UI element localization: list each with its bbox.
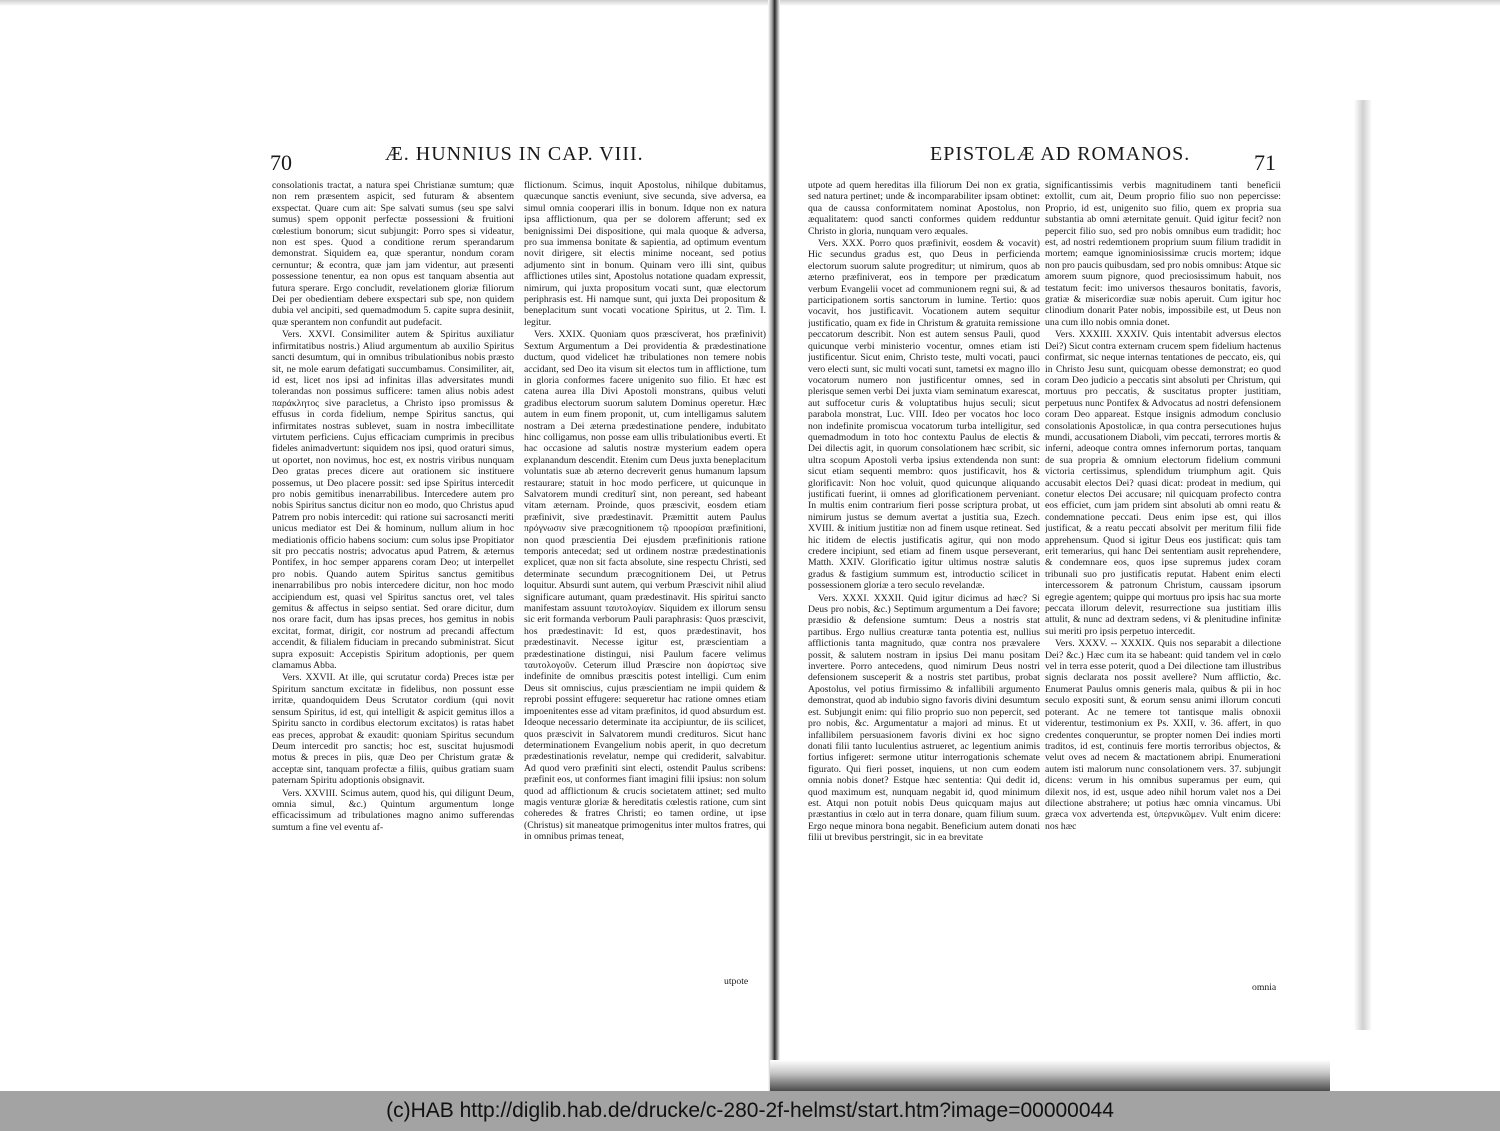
catchword-left: utpote [724,976,749,987]
paragraph: significantissimis verbis magnitudinem tanti beneficii extollit, cum ait, Deum proprio filio suo non pepercisse: Proprio, id est, unigenito suo filio, quem ex propria sua substantia ab omni æternitate genuit. Quid igitur fecit? non pepercit filio suo, sed pro nobis omnibus eum tradidit; hoc est, ad nostri redemtionem proprium suum filium tradidit in mortem; eamque ignominiosissimæ crucis mortem; idque non pro paucis quibusdam, sed pro nobis omnibus: Atque sic amorem suum pignore, quod preciosissimum habuit, nos testatum fecit: imo universos thesauros bonitatis, favoris, gratiæ & misericordiæ suæ nobis aperuit. Cum igitur hoc clinodium donarit Pater nobis, impossibile est, ut Deus non una cum illo nobis omnia donet. [1045,180,1281,328]
paragraph: Vers. XXXIII. XXXIV. Quis intentabit adversus electos Dei?) Sicut contra externam crucem spem fidelium hactenus confirmat, sic neque internas tentationes de peccato, eis, qui in Christo Jesu sunt, quicquam obesse demonstrat; eo quod coram Deo judicio a peccatis sint absoluti per Christum, qui mortuus pro peccatis, & suscitatus propter justitiam, perpetuus nunc Pontifex & Advocatus ad nostri defensionem coram Deo appareat. Estque insignis admodum conclusio consolationis Apostolicæ, in qua contra persecutiones hujus mundi, accusationem Diaboli, vim peccati, terrores mortis & inferni, adeoque contra omnes infernorum portas, tanquam de sua propria & omnium electorum fidelium communi victoria certissimus, splendidum triumphum agit. Quis accusabit electos Dei? quasi dicat: prodeat in medium, qui conetur electos Dei accusare; nil quicquam profecto contra eos efficiet, cum jam pridem sint absoluti ab omni reatu & condemnatione peccati. Deus enim ipse est, qui illos justificat, & a reatu peccati absolvit per meritum filii fide apprehensum. Quod si igitur Deus eos justificat: quis tam erit temerarius, qui hanc Dei sententiam ausit reprehendere, & condemnare eos, quos ipse supremus judex coram tribunali suo pro justificatis reputat. Habent enim electi intercessorem & patronum Christum, caussam ipsorum egregie agentem; quippe qui mortuus pro ipsis hac sua morte peccata illorum delevit, resurrectione sua justitiam illis attulit, & nunc ad dextram sedens, vi & plenitudine infinitæ sui meriti pro ipsis perpetuo intercedit. [1045,329,1281,637]
page-number-left: 70 [270,150,292,175]
paragraph: Vers. XXX. Porro quos præfinivit, eosdem & vocavit) Hic secundus gradus est, quo Deus in perficienda electorum suorum salute progreditur; ut nimirum, quos ab æterno præfiniverat, eos in tempore per prædicatum verbum Evangelii vocet ad communionem regni sui, & ad participationem sortis sanctorum in lumine. Tertio: quos vocavit, hos justificavit. Vocationem autem sequitur justificatio, quam ex fide in Christum & gratuita remissione peccatorum describit. Non est autem sensus Pauli, quod quicunque verbi ministerio vocentur, omnes etiam isti justificentur. Sicut enim, Christo teste, multi vocati, pauci vero electi sunt, sic multi vocati sunt, tametsi ex magno illo vocatorum numero non justificentur omnes, sed in plerisque semen verbi Dei juxta viam seminatum exarescat, aut suffocetur curis & voluptatibus hujus seculi; sicut parabola monstrat, Luc. VIII. Ideo per vocatos hoc loco non indefinite promiscua vocatorum turba intelligitur, sed quemadmodum in toto hoc contextu Paulus de electis & Dei dilectis agit, in quorum consolationem hæc scribit, sic ultra scopum Apostoli verba ipsius extendenda non sunt: sicut etiam sequenti membro: quos justificavit, hos & glorificavit: Non hoc voluit, quod quicunque aliquando justificati fuerint, ii omnes ad glorificationem perveniant. In multis enim contrarium fieri posse scriptura probat, ut nimirum justus se demum avertat a justitia sua, Ezech. XVIII. & initium justitiæ non ad finem usque retineat. Sed hic itidem de electis justificatis agitur, qui non modo credere incipiunt, sed etiam ad finem usque perseverant, Matth. XXIV. Glorificatio igitur ultimus nostræ salutis gradus & fastigium summum est, introductio scilicet in possessionem gloriæ a tero seculo revelandæ. [808,238,1040,592]
credit-bar [0,1091,1500,1131]
paragraph: Vers. XXXI. XXXII. Quid igitur dicimus ad hæc? Si Deus pro nobis, &c.) Septimum argumentum a Dei favore; præsidio & defensione sumtum: Deus a nostris stat partibus. Ergo nullius creaturæ tanta potentia est, nullius afflictionis tanta magnitudo, quæ contra nos prævalere possit, & salutem nostram in ipsius Dei manu positam invertere. Porro antecedens, quod nimirum Deus nostri defensionem susceperit & a nostris stet partibus, probat Apostolus, vel potius firmissimo & infallibili argumento demonstrat, quod ab indubio signo favoris divini desumtum est. Subjungit enim: qui filio proprio suo non pepercit, sed pro nobis, &c. Argumentatur a majori ad minus. Et ut infallibilem persuasionem favoris divini ex hoc signo donati filii tanto luculentius astrueret, ac legentium animis fortius infigeret: sermone utitur interrogationis schemate figurato. Qui fieri posset, inquiens, ut non cum eodem omnia nobis donet? Estque hæc sententia: Qui dedit id, quod maximum est, nunquam negabit id, quod minimum est. Atqui non potuit nobis Deus quicquam majus aut præstantius in cœlo aut in terra donare, quam filium suum. Ergo neque minora bona negabit. Beneficium autem donati filii ut brevibus perstringit, sic in ea brevitate [808,592,1040,844]
paragraph: consolationis tractat, a natura spei Christianæ sumtum; quæ non rem præsentem aspicit, sed futuram & absentem exspectat. Quare cum ait: Spe salvati sumus (seu spe salvi sumus) spem opponit perfectæ possessioni & fruitioni cœlestium bonorum; sicut subjungit: Porro spes si videatur, non est spes. Quod a conditione rerum sperandarum demonstrat. Siquidem ea, quæ sperantur, nondum coram cernuntur; & econtra, quæ jam jam videntur, aut præsenti possessione tenentur, ea non opus est tanquam absentia aut futura sperare. Ergo concludit, revelationem gloriæ filiorum Dei per obedientiam debere exspectari sub spe, non quidem dubia vel ancipiti, sed quemadmodum 5. capite supra desiniit, quæ sperantem non confundit aut pudefacit. [272,180,514,328]
paragraph: Vers. XXXV. -- XXXIX. Quis nos separabit a dilectione Dei? &c.) Hæc cum ita se habeant: quid tandem vel in cœlo vel in terra esse poterit, quod a Dei dilectione tam illustribus signis declarata nos possit avellere? Num afflictio, &c. Enumerat Paulus omnis generis mala, quibus & pii in hoc seculo expositi sunt, & eorum sensu animi illorum concuti poterant. Ac ne temere tot tantisque malis obnoxii viderentur, testimonium ex Ps. XXII, v. 36. affert, in quo credentes conqueruntur, se propter nomen Dei indies morti traditos, id est, continuis fere mortis terroribus objectos, & velut oves ad necem & mactationem abripi. Enumerationi autem isti malorum nunc consolationem vers. 37. subjungit dicens: verum in his omnibus superamus per eum, qui dilexit nos, id est, usque adeo nihil horum valet nos a Dei dilectione abstrahere; ut potius hæc omnia vincamus. Ubi græca vox advertenda est, ὑπερνικῶμεν. Vult enim dicere: nos hæc [1045,638,1281,832]
paragraph: Vers. XXVI. Consimiliter autem & Spiritus auxiliatur infirmitatibus nostris.) Aliud argumentum ab auxilio Spiritus sancti desumtum, qui in omnibus tribulationibus nobis præsto sit, ne mole earum defatigati succumbamus. Consimiliter, ait, id est, licet nos ipsi ad infinitas illas adversitates mundi tolerandas non possimus sufficere: tamen alius nobis adest παράκλητος sive paracletus, a Christo ipso promissus & effusus in corda fidelium, nempe Spiritus sanctus, qui infirmitates nostras sublevet, suam in nostra imbecillitate virtutem perficiens. Cujus efficaciam cumprimis in precibus fideles animadvertunt: siquidem nos ipsi, quod oraturi simus, ut oportet, non novimus, hoc est, ex nostris viribus nunquam Deo gratas preces dicere aut orationem sic instituere possemus, ut Deo placere possit: sed ipse Spiritus intercedit pro nobis gemitibus inenarrabilibus. Intercedere autem pro nobis Spiritus sanctus dicitur non eo modo, quo Christus apud Patrem pro nobis intercedit: qui ratione sui sacrosancti meriti unicus mediator est Dei & hominum, nullum alium in hoc mediationis officio habens socium: cum solus ipse Propitiator sit pro peccatis nostris; advocatus apud Patrem, & æternus Pontifex, in hoc semper apparens coram Deo; ut interpellet pro nobis. Quando autem Spiritus sanctus gemitibus inenarrabilibus pro nobis intercedere dicitur, non hoc modo accipiendum est, quasi vel Spiritus sanctus oret, vel tales gemitus & affectus in seipso sentiat. Sed orare dicitur, dum nos orare facit, dum has ipsas preces, hos gemitus in nobis excitat, format, dirigit, cor nostrum ad precandi affectum accendit, & filialem fiduciam in precando subministrat. Sicut supra exposuit: Accepistis Spiritum adoptionis, per quem clamamus Abba. [272,329,514,672]
text-column-right-1 [808,180,1040,990]
running-head-right: EPISTOLÆ AD ROMANOS. [930,143,1191,165]
paragraph: utpote ad quem hereditas illa filiorum Dei non ex gratia, sed natura pertinet; unde & incomparabiliter ipsam obtinet: qua de caussa conformitatem nominat Apostolus, non æqualitatem: quod sancti conformes quidem redduntur Christo in gloria, nunquam vero æquales. [808,180,1040,237]
paragraph: Vers. XXVII. At ille, qui scrutatur corda) Preces istæ per Spiritum sanctum excitatæ in fidelibus, non possunt esse irritæ, quandoquidem Deus Scrutator cordium (qui novit sensum Spiritus, id est, qui intelligit & aspicit gemitus illos a Spiritu sancto in cordibus electorum excitatos) is ratas habet eas preces, approbat & exaudit: quoniam Spiritus secundum Deum intercedit pro sanctis; hoc est, suscitat hujusmodi motus & preces in piis, quæ Deo per Christum gratæ & acceptæ sint, tanquam profectæ a filiis, quibus gratiam suam paternam Spiritu adoptionis obsignavit. [272,672,514,787]
page-edge [1354,100,1372,1030]
text-column-left-2 [524,180,766,988]
credit-link[interactable]: (c)HAB http://diglib.hab.de/drucke/c-280-2f-helmst/start.htm?image=00000044 [386,1099,1114,1122]
left-page [0,0,770,1091]
paragraph: flictionum. Scimus, inquit Apostolus, nihilque dubitamus, quæcunque sanctis eveniunt, sive secunda, sive adversa, ea simul omnia cooperari illis in bonum. Idque non ex natura ipsa afflictionum, qua per se dolorem afferunt; sed ex benignissimi Dei dispositione, qui mala quoque & adversa, pro sua immensa bonitate & sapientia, ad optimum eventum novit dirigere, sit electis minime noceant, sed potius adjumento sint in bonum. Quinam vero illi sint, quibus afflictiones utiles sint, Apostolus notatione quadam expressit, nimirum, qui juxta propositum vocati sunt, quæ electorum periphrasis est. Hi namque sunt, qui juxta Dei propositum & beneplacitum sunt vocati vocatione Spiritus, ut 2. Tim. I. legitur. [524,180,766,328]
running-head-left: Æ. HUNNIUS IN CAP. VIII. [385,143,644,165]
page-number-right: 71 [1254,150,1276,175]
paragraph: Vers. XXVIII. Scimus autem, quod his, qui diligunt Deum, omnia simul, &c.) Quintum argumentum longe efficacissimum ad tribulationes magno animo sufferendas sumtum a fine vel eventu af- [272,787,514,833]
catchword-right: omnia [1252,982,1277,993]
text-column-right-2 [1045,180,1281,990]
paragraph: Vers. XXIX. Quoniam quos præsciverat, hos præfinivit) Sextum Argumentum a Dei providentia & prædestinatione ductum, quod videlicet hæ tribulationes non temere nobis accidant, sed Deo ita visum sit electos tum in afflictione, tum in gloria conformes facere unigenito suo filio. Et hæc est catena aurea illa Divi Apostoli monstrans, quibus veluti gradibus electorum suorum salutem Dominus operetur. Hæc autem in eum finem proponit, ut, cum intelligamus salutem nostram a Dei æterna prædestinatione pendere, indubitato hinc colligamus, non posse eam ullis tribulationibus everti. Et hac occasione ad salutis nostræ mysterium eadem opera explanandum descendit. Etenim cum Deus juxta beneplacitum voluntatis suæ ab æterno decreverit genus humanum lapsum restaurare; statuit in hoc modo perficere, ut quicunque in Salvatorem mundi crediturî sint, non pereant, sed habeant vitam æternam. Proinde, quos præscivit, eosdem etiam præfinivit, sive prædestinavit. Præmittit autem Paulus πρόγνωσιν sive præcognitionem τῷ προορίσαι præfinitioni, non quod præscientia Dei ejusdem præfinitionis ratione temporis antecedat; sed ut ordinem nostræ prædestinationis explicet, quæ non sit facta absolute, sine respectu Christi, sed determinate secundum præcognitionem Dei, ut Petrus loquitur. Absurdi sunt autem, qui verbum Præscivit nihil aliud significare autumant, quam prædestinavit. His spiritui sancto manifestam assuunt ταυτολογίαν. Siquidem ex illorum sensu sic erit formanda verborum Pauli paraphrasis: Quos præscivit, hos prædestinavit: Id est, quos prædestinavit, hos prædestinavit. Necesse igitur est, præscientiam a prædestinatione distingui, nisi Paulum facere velimus ταυτολογοῦν. Ceterum illud Præscire non ἀορίστως sive indefinite de omnibus præscitis potest intelligi. Cum enim Deus sit omniscius, cujus præscientiam ne impii quidem & reprobi possint effugere: sequeretur hac ratione omnes etiam impoenitentes esse ad vitam præfinitos, id quod absurdum est. Ideoque necessario determinate ita accipiuntur, de iis scilicet, quos præscivit in Salvatorem mundi credituros. Sicut hanc determinationem Evangelium nobis aperit, in quo decretum prædestinationis revelatur, nempe qui crediderit, salvabitur. Ad quod vero præfiniti sint electi, ostendit Paulus scribens: præfinit eos, ut conformes fiant imagini filii ipsius: non solum quod ad afflictionum & crucis societatem attinet; sed multo magis venturæ gloriæ & hereditatis cœlestis ratione, cum sint coheredes & fratres Christi; eo tamen ordine, ut ipse (Christus) sit maneatque primogenitus inter multos fratres, qui in omnibus primas teneat, [524,329,766,843]
page-shadow [770,1060,1330,1092]
text-column-left-1 [272,180,514,980]
